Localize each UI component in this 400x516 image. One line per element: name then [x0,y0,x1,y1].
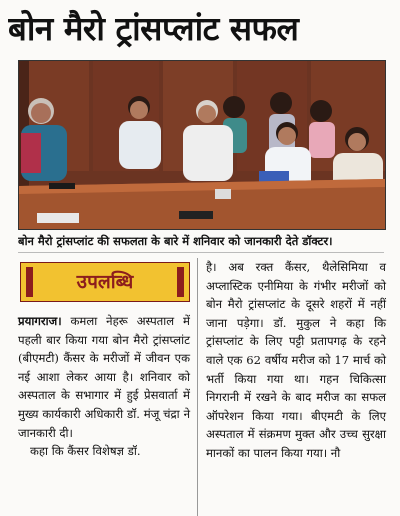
headline: बोन मैरो ट्रांसप्लांट सफल [8,9,299,48]
left-body: कमला नेहरू अस्पताल में पहली बार किया गया बोन मैरो ट्रांसप्लांट (बीएमटी) कैंसर के मरीजों में जीवन एक नई आशा लेकर आया है। शनिवार को अस्पताल के सभागार में हुई प्रेसवार्ता में मुख्य कार्यकारी अधिकारी डॉ. मंजू चंद्रा ने जानकारी दी। [18,314,190,440]
uplabdhi-label [20,262,190,302]
news-photo [18,60,386,230]
article-right-column [206,258,386,463]
label-text: उपलब्धि [76,271,134,293]
photo-caption: बोन मैरो ट्रांसप्लांट की सफलता के बारे में शनिवार को जानकारी देते डॉक्टर। [18,230,384,253]
left-paragraph [18,312,190,442]
article-left-column [18,312,190,461]
dateline: प्रयागराज। [18,314,62,328]
left-continuation: कहा कि कैंसर विशेषज्ञ डॉ. [30,444,141,459]
column-divider [197,258,198,516]
right-body: है। अब रक्त कैंसर, थैलेसिमिया व अप्लास्टिक एनीमिया के गंभीर मरीजों को बोन मैरो ट्रांसप्लांट के दूसरे शहरों में नहीं जाना पड़ेगा। डॉ. मुकुल ने कहा कि ट्रांसप्लांट के लिए पट्टी प्रतापगढ़ के रहने वाले एक 62 वर्षीय मरीज को 17 मार्च को भर्ती किया गया था। गहन चिकित्सा निगरानी में रखने के बाद मरीज का सफल ऑपरेशन किया गया। बीएमटी के लिए अस्पताल में संक्रमण मुक्त और उच्च सुरक्षा मानकों का पालन किया गया। नौ [206,260,386,460]
